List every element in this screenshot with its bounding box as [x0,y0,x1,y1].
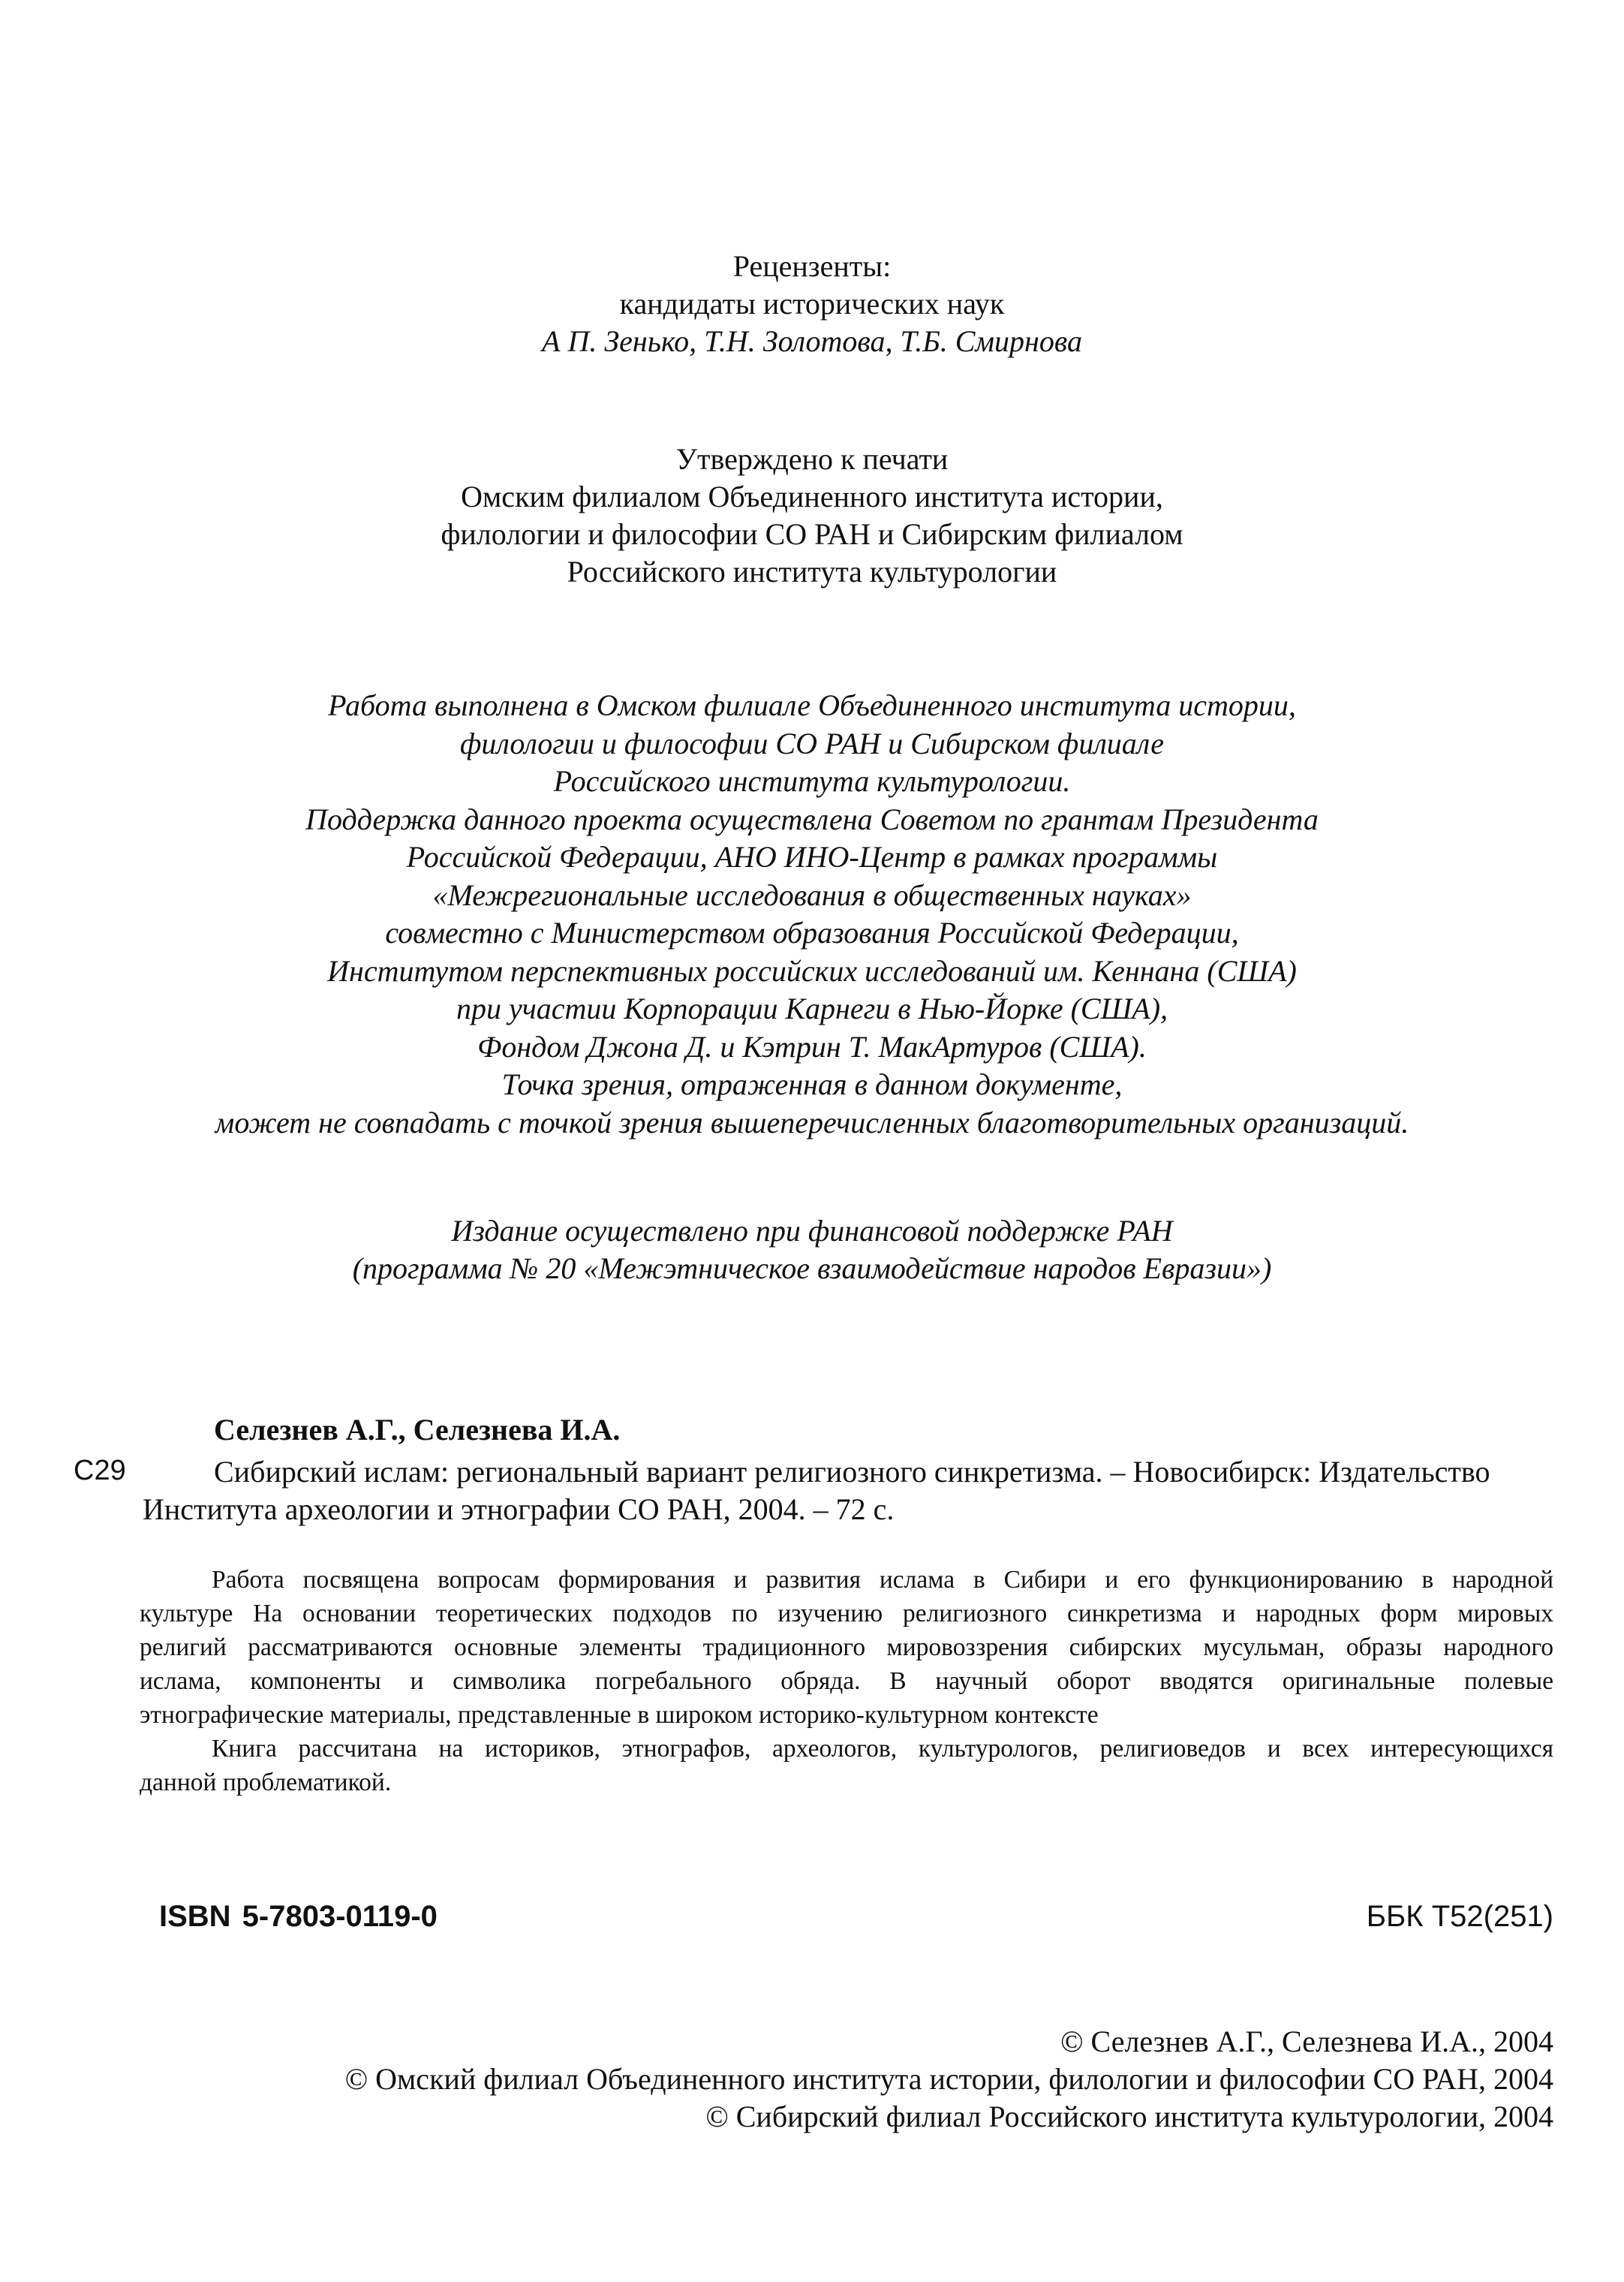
reviewers-heading: Рецензенты: [732,249,892,283]
work-note-section [0,687,1624,1142]
copyright-line: © Сибирский филиал Российского института культурологии, 2004 [705,2100,1553,2133]
abstract-line: этнографические материалы, представленные в широком историко-культурном контексте [140,1701,1099,1729]
bbk-code: ББК Т52(251) [1366,1900,1553,1933]
work-note-line: Российской Федерации, АНО ИНО-Центр в рамках программы [406,840,1218,874]
funding-line: (программа № 20 «Межэтническое взаимодействие народов Евразии») [352,1251,1272,1285]
abstract-line: Книга рассчитана на историков, этнографов, археологов, культурологов, религиоведов и всех интересующихся [212,1735,1553,1763]
work-note-line: филологии и философии СО РАН и Сибирском филиале [460,726,1164,760]
work-note-line: Работа выполнена в Омском филиале Объединенного института истории, [328,688,1296,722]
abstract-section [140,1563,1553,1799]
work-note-line: Поддержка данного проекта осуществлена Советом по грантам Президента [305,802,1319,836]
approved-line: Утверждено к печати [675,442,949,476]
abstract-line: данной проблематикой. [140,1769,392,1796]
reviewers-degree: кандидаты исторических наук [619,287,1005,321]
approved-line: Российского института культурологии [567,555,1057,589]
work-note-line: совместно с Министерством образования Российской Федерации, [385,916,1239,950]
approved-line: филологии и философии СО РАН и Сибирским филиалом [441,517,1183,551]
approved-line: Омским филиалом Объединенного института истории, [461,480,1163,513]
work-note-line: может не совпадать с точкой зрения вышеперечисленных благотворительных организаций. [215,1105,1409,1139]
bibliography-title-line: Сибирский ислам: региональный вариант религиозного синкретизма. – Новосибирск: Издательство [214,1455,1490,1489]
bibliography-author-mark: С29 [74,1455,126,1486]
abstract-line: ислама, компоненты и символика погребального обряда. В научный оборот вводятся оригинальные полевые [140,1667,1553,1695]
funding-section [0,1212,1624,1287]
work-note-line: Российского института культурологии. [553,764,1071,798]
work-note-line: Институтом перспективных российских исследований им. Кеннана (США) [327,953,1297,988]
work-note-line: «Межрегиональные исследования в общественных науках» [432,878,1192,912]
work-note-line: при участии Корпорации Карнеги в Нью-Йорке (США), [456,992,1168,1025]
abstract-line: религий рассматриваются основные элементы традиционного мировоззрения сибирских мусульман, образы народного [140,1633,1553,1661]
bibliography-title-line: Института археологии и этнографии СО РАН, 2004. – 72 с. [143,1492,895,1526]
copyright-line: © Селезнев А.Г., Селезнева И.А., 2004 [1060,2025,1553,2058]
abstract-line: культуре На основании теоретических подходов по изучению религиозного синкретизма и народных форм мировых [140,1600,1553,1627]
copyright-section [345,2023,1553,2136]
reviewers-names: А П. Зенько, Т.Н. Золотова, Т.Б. Смирнова [542,324,1082,358]
copyright-line: © Омский филиал Объединенного института истории, филологии и философии СО РАН, 2004 [344,2062,1553,2096]
approved-section [0,441,1624,591]
abstract-line: Работа посвящена вопросам формирования и развития ислама в Сибири и его функционированию в народной [212,1566,1553,1594]
work-note-line: Точка зрения, отраженная в данном документе, [501,1067,1123,1101]
work-note-line: Фондом Джона Д. и Кэтрин Т. МакАртуров (США). [477,1029,1147,1064]
bibliography-authors: Селезнев А.Г., Селезнева И.А. [214,1413,621,1447]
isbn-code: ISBN 5-7803-0119-0 [159,1900,438,1933]
funding-line: Издание осуществлено при финансовой поддержке РАН [451,1214,1173,1248]
reviewers-section [0,248,1624,360]
